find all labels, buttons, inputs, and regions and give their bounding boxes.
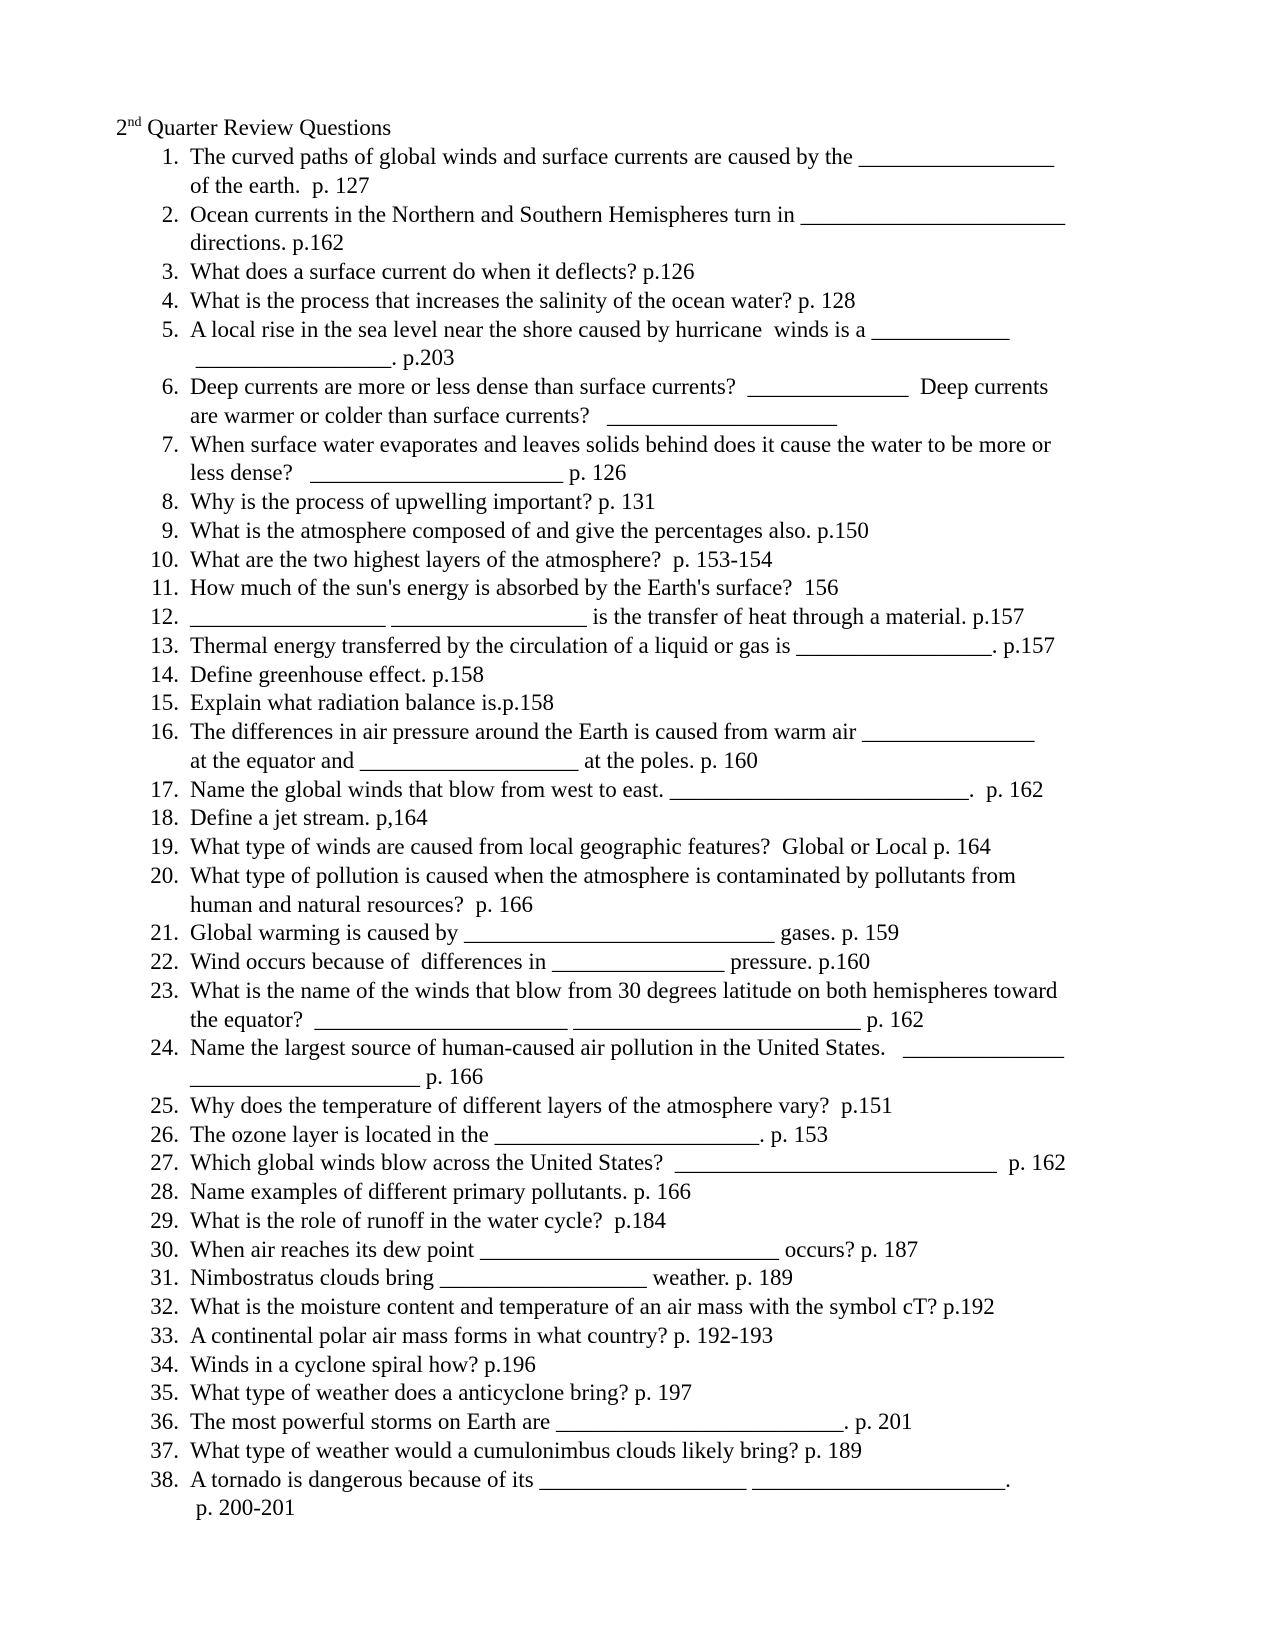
question-number: 37. [150, 1437, 179, 1463]
question-number: 2. [161, 201, 179, 227]
question-number: 12. [150, 604, 179, 629]
question-text-line: Define greenhouse effect. p.158 [190, 661, 484, 687]
question-text-line: _________________. p.203 [190, 345, 455, 371]
question-item [0, 1092, 1140, 1121]
question-item [0, 488, 1140, 517]
question-item [0, 258, 1140, 287]
question-item [0, 919, 1140, 948]
question-item [0, 1379, 1140, 1408]
question-item [0, 1322, 1140, 1351]
question-item [0, 1121, 1140, 1150]
question-number: 29. [150, 1207, 179, 1233]
question-number: 11. [151, 575, 179, 601]
question-item [0, 1408, 1140, 1437]
question-number: 18. [150, 805, 179, 831]
page-title [116, 114, 391, 142]
question-number: 13. [150, 632, 179, 658]
question-text-line: are warmer or colder than surface currents? ____________________ [190, 402, 837, 428]
question-number: 19. [150, 834, 179, 859]
question-number: 22. [150, 949, 179, 974]
question-item [0, 1351, 1140, 1380]
question-text-line: A continental polar air mass forms in what country? p. 192-193 [190, 1322, 774, 1348]
question-item [0, 1178, 1140, 1207]
question-number: 23. [150, 977, 179, 1003]
question-item [0, 661, 1140, 690]
question-text-line: What is the role of runoff in the water cycle? p.184 [190, 1207, 667, 1233]
question-item [0, 862, 1140, 920]
question-item [0, 776, 1140, 805]
question-text-line: at the equator and ___________________ at the poles. p. 160 [190, 747, 758, 773]
question-number: 26. [150, 1121, 179, 1147]
question-list [0, 143, 1275, 1523]
question-item [0, 373, 1140, 431]
question-item [0, 603, 1140, 632]
question-number: 8. [161, 489, 179, 514]
question-item [0, 546, 1140, 575]
question-text-line: human and natural resources? p. 166 [190, 891, 533, 917]
question-item [0, 1466, 1140, 1524]
question-text-line: What is the name of the winds that blow from 30 degrees latitude on both hemispheres toward [190, 977, 1058, 1003]
question-text-line: What type of winds are caused from local geographic features? Global or Local p. 164 [190, 834, 991, 859]
question-text-line: What type of weather would a cumulonimbus clouds likely bring? p. 189 [190, 1437, 862, 1463]
question-item [0, 1034, 1140, 1092]
question-text-line: Deep currents are more or less dense than surface currents? ______________ Deep currents [190, 374, 1049, 399]
question-text-line: Global warming is caused by ___________________________ gases. p. 159 [190, 920, 900, 946]
question-item [0, 1293, 1140, 1322]
question-number: 28. [150, 1179, 179, 1204]
question-text-line: Nimbostratus clouds bring __________________ weather. p. 189 [190, 1265, 794, 1291]
question-text-line: Which global winds blow across the United States? ____________________________ p. 162 [190, 1150, 1066, 1176]
question-text-line: Wind occurs because of differences in _______________ pressure. p.160 [190, 949, 871, 974]
question-text-line: Why is the process of upwelling important? p. 131 [190, 489, 656, 514]
question-item [0, 1236, 1140, 1265]
question-item [0, 977, 1140, 1035]
question-item [0, 1149, 1140, 1178]
question-text-line: A local rise in the sea level near the shore caused by hurricane winds is a ____________ [190, 316, 1010, 342]
question-number: 14. [150, 661, 179, 687]
question-number: 38. [150, 1466, 179, 1492]
question-number: 5. [161, 316, 179, 342]
question-text-line: The most powerful storms on Earth are _________________________. p. 201 [190, 1409, 913, 1434]
question-text-line: When surface water evaporates and leaves solids behind does it cause the water to be more or [190, 431, 1051, 457]
question-text-line: _________________ _________________ is the transfer of heat through a material. p.157 [190, 604, 1025, 629]
question-item [0, 718, 1140, 776]
question-number: 25. [150, 1092, 179, 1118]
question-item [0, 804, 1140, 833]
question-number: 4. [161, 287, 179, 313]
question-number: 17. [150, 776, 179, 802]
question-number: 15. [150, 690, 179, 716]
question-item [0, 201, 1140, 259]
question-text-line: A tornado is dangerous because of its __________________ ______________________. [190, 1466, 1011, 1492]
question-number: 10. [150, 546, 179, 572]
question-text-line: p. 200-201 [190, 1495, 296, 1521]
question-item [0, 431, 1140, 489]
question-number: 35. [150, 1380, 179, 1406]
question-text-line: Define a jet stream. p,164 [190, 805, 428, 831]
question-item [0, 287, 1140, 316]
title-text: Quarter Review Questions [141, 115, 392, 140]
question-text-line: What is the process that increases the salinity of the ocean water? p. 128 [190, 287, 856, 313]
question-number: 21. [150, 920, 179, 946]
question-number: 27. [150, 1150, 179, 1176]
question-text-line: directions. p.162 [190, 230, 344, 256]
question-text-line: What is the moisture content and temperature of an air mass with the symbol cT? p.192 [190, 1294, 995, 1319]
question-number: 36. [150, 1409, 179, 1434]
question-item [0, 574, 1140, 603]
question-number: 30. [150, 1236, 179, 1262]
question-text-line: less dense? ______________________ p. 126 [190, 460, 627, 486]
question-number: 32. [150, 1294, 179, 1319]
question-text-line: What type of weather does a anticyclone bring? p. 197 [190, 1380, 692, 1406]
question-text-line: The curved paths of global winds and surface currents are caused by the _________________ [190, 144, 1055, 169]
question-item [0, 948, 1140, 977]
question-item [0, 517, 1140, 546]
question-number: 16. [150, 719, 179, 744]
question-number: 34. [150, 1351, 179, 1377]
question-text-line: What are the two highest layers of the atmosphere? p. 153-154 [190, 546, 773, 572]
question-item [0, 316, 1140, 374]
question-number: 20. [150, 862, 179, 888]
question-text-line: Name the largest source of human-caused air pollution in the United States. ______________ [190, 1035, 1065, 1061]
question-number: 1. [161, 144, 179, 169]
question-number: 6. [161, 374, 179, 399]
question-text-line: Thermal energy transferred by the circulation of a liquid or gas is _________________. p.157 [190, 632, 1056, 658]
question-number: 7. [161, 431, 179, 457]
question-text-line: Ocean currents in the Northern and Southern Hemispheres turn in _______________________ [190, 201, 1066, 227]
question-text-line: When air reaches its dew point __________________________ occurs? p. 187 [190, 1236, 919, 1262]
question-text-line: ____________________ p. 166 [190, 1064, 484, 1089]
question-number: 24. [150, 1035, 179, 1061]
question-text-line: the equator? ______________________ _________________________ p. 162 [190, 1006, 925, 1032]
question-text-line: Why does the temperature of different layers of the atmosphere vary? p.151 [190, 1092, 893, 1118]
question-text-line: What type of pollution is caused when the atmosphere is contaminated by pollutants from [190, 862, 1016, 888]
question-text-line: Winds in a cyclone spiral how? p.196 [190, 1351, 536, 1377]
question-item [0, 1437, 1140, 1466]
question-item [0, 143, 1140, 201]
question-text-line: The ozone layer is located in the _______________________. p. 153 [190, 1121, 829, 1147]
question-text-line: How much of the sun's energy is absorbed by the Earth's surface? 156 [190, 575, 839, 601]
question-number: 9. [161, 517, 179, 543]
question-text-line: Explain what radiation balance is.p.158 [190, 690, 555, 716]
question-number: 3. [161, 259, 179, 284]
question-number: 33. [150, 1322, 179, 1348]
question-text-line: Name the global winds that blow from west to east. __________________________. p. 162 [190, 776, 1044, 802]
question-item [0, 689, 1140, 718]
title-prefix: 2 [116, 115, 128, 140]
question-text-line: What does a surface current do when it deflects? p.126 [190, 259, 695, 284]
title-superscript: nd [127, 115, 142, 130]
question-item [0, 632, 1140, 661]
question-number: 31. [150, 1265, 179, 1291]
question-item [0, 833, 1140, 862]
question-item [0, 1264, 1140, 1293]
question-text-line: The differences in air pressure around the Earth is caused from warm air _______________ [190, 719, 1035, 744]
question-text-line: What is the atmosphere composed of and give the percentages also. p.150 [190, 517, 869, 543]
question-text-line: of the earth. p. 127 [190, 172, 370, 198]
question-item [0, 1207, 1140, 1236]
question-text-line: Name examples of different primary pollutants. p. 166 [190, 1179, 691, 1204]
